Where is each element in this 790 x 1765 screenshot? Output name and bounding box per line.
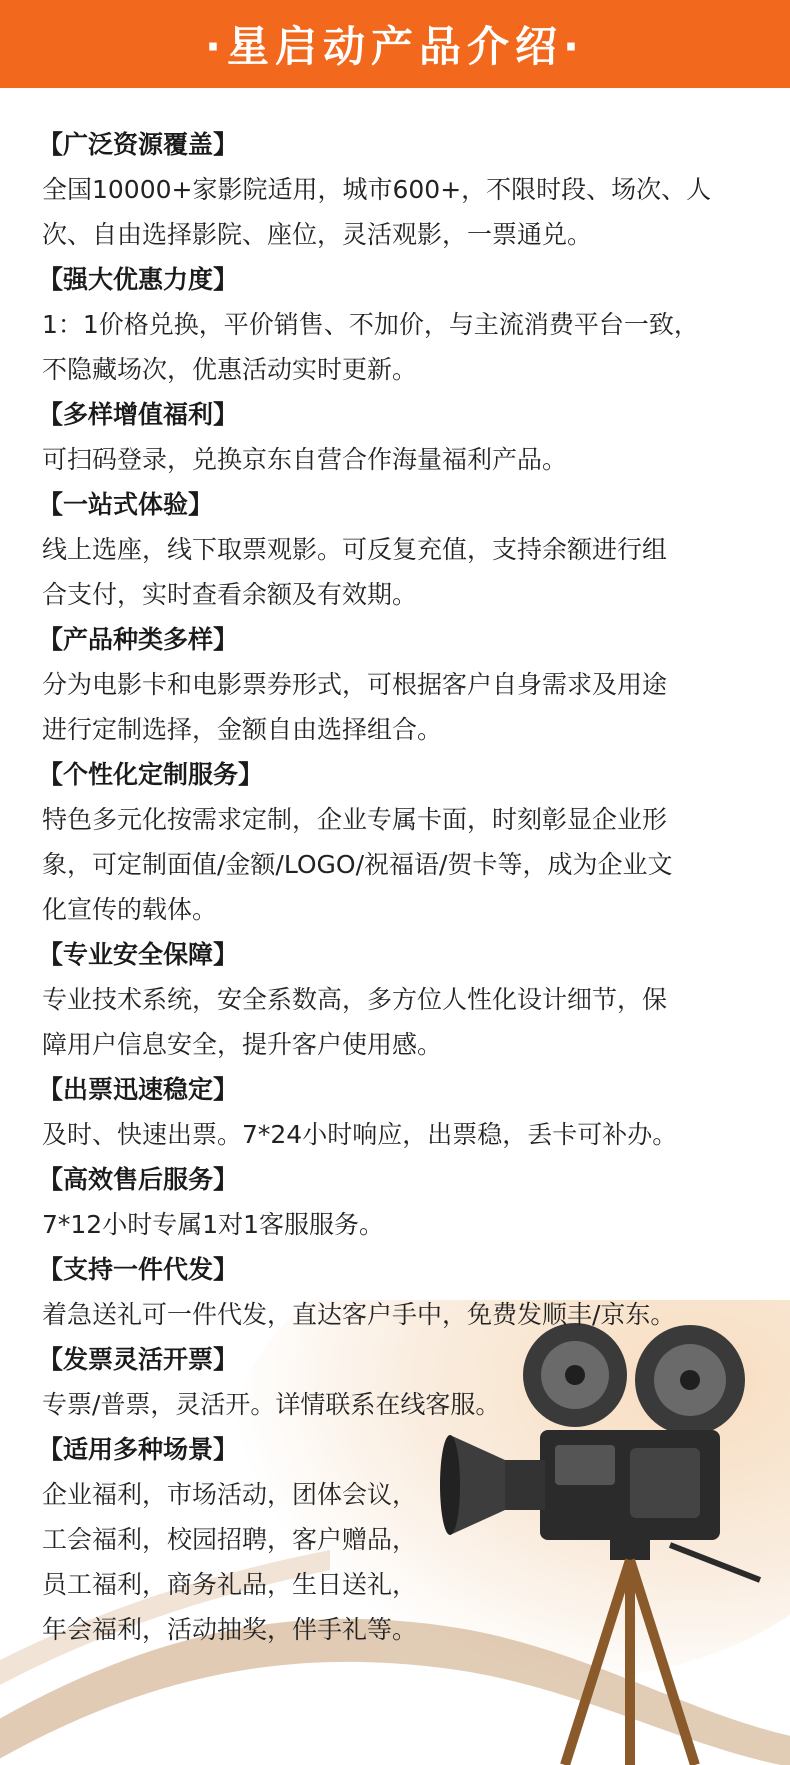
section-title: 【适用多种场景】 [38, 1435, 239, 1464]
section-title: 【一站式体验】 [38, 490, 214, 519]
intro-content [38, 122, 762, 1652]
section-title: 【支持一件代发】 [38, 1255, 239, 1284]
section-title: 【专业安全保障】 [38, 940, 239, 969]
section-security [38, 932, 762, 1067]
section-fast-ticketing [38, 1067, 762, 1157]
section-title: 【个性化定制服务】 [38, 760, 264, 789]
section-body: 企业福利，市场活动，团体会议， 工会福利，校园招聘，客户赠品， 员工福利，商务礼品，生日送礼， 年会福利，活动抽奖，伴手礼等。 [42, 1480, 418, 1644]
section-body: 专票/普票，灵活开。详情联系在线客服。 [42, 1390, 501, 1419]
section-body: 专业技术系统，安全系数高，多方位人性化设计细节，保 障用户信息安全，提升客户使用感。 [42, 985, 668, 1059]
section-product-types [38, 617, 762, 752]
section-body: 全国10000+家影院适用，城市600+，不限时段、场次、人 次、自由选择影院、座位，灵活观影，一票通兑。 [42, 175, 712, 249]
section-scenarios [38, 1427, 762, 1652]
section-title: 【出票迅速稳定】 [38, 1075, 239, 1104]
section-body: 及时、快速出票。7*24小时响应，出票稳，丢卡可补办。 [42, 1120, 678, 1149]
section-title: 【多样增值福利】 [38, 400, 239, 429]
section-body: 可扫码登录，兑换京东自营合作海量福利产品。 [42, 445, 568, 474]
section-body: 分为电影卡和电影票券形式，可根据客户自身需求及用途 进行定制选择，金额自由选择组合。 [42, 670, 668, 744]
title-banner [0, 0, 790, 88]
section-drop-shipping [38, 1247, 762, 1337]
section-one-stop [38, 482, 762, 617]
section-resource-coverage [38, 122, 762, 257]
section-title: 【产品种类多样】 [38, 625, 239, 654]
section-body: 线上选座，线下取票观影。可反复充值，支持余额进行组 合支付，实时查看余额及有效期。 [42, 535, 668, 609]
section-body: 特色多元化按需求定制，企业专属卡面，时刻彰显企业形 象，可定制面值/金额/LOGO/祝福语/贺卡等，成为企业文 化宣传的载体。 [42, 805, 673, 924]
section-customization [38, 752, 762, 932]
section-after-sales [38, 1157, 762, 1247]
section-title: 【高效售后服务】 [38, 1165, 239, 1194]
section-invoice [38, 1337, 762, 1427]
section-body: 1：1价格兑换，平价销售、不加价，与主流消费平台一致， 不隐藏场次，优惠活动实时更新。 [42, 310, 699, 384]
section-title: 【发票灵活开票】 [38, 1345, 239, 1374]
section-body: 7*12小时专属1对1客服服务。 [42, 1210, 385, 1239]
page-title: ·星启动产品介绍· [205, 22, 585, 71]
section-added-benefits [38, 392, 762, 482]
section-body: 着急送礼可一件代发，直达客户手中，免费发顺丰/京东。 [42, 1300, 676, 1329]
section-discount [38, 257, 762, 392]
section-title: 【广泛资源覆盖】 [38, 130, 239, 159]
section-title: 【强大优惠力度】 [38, 265, 239, 294]
